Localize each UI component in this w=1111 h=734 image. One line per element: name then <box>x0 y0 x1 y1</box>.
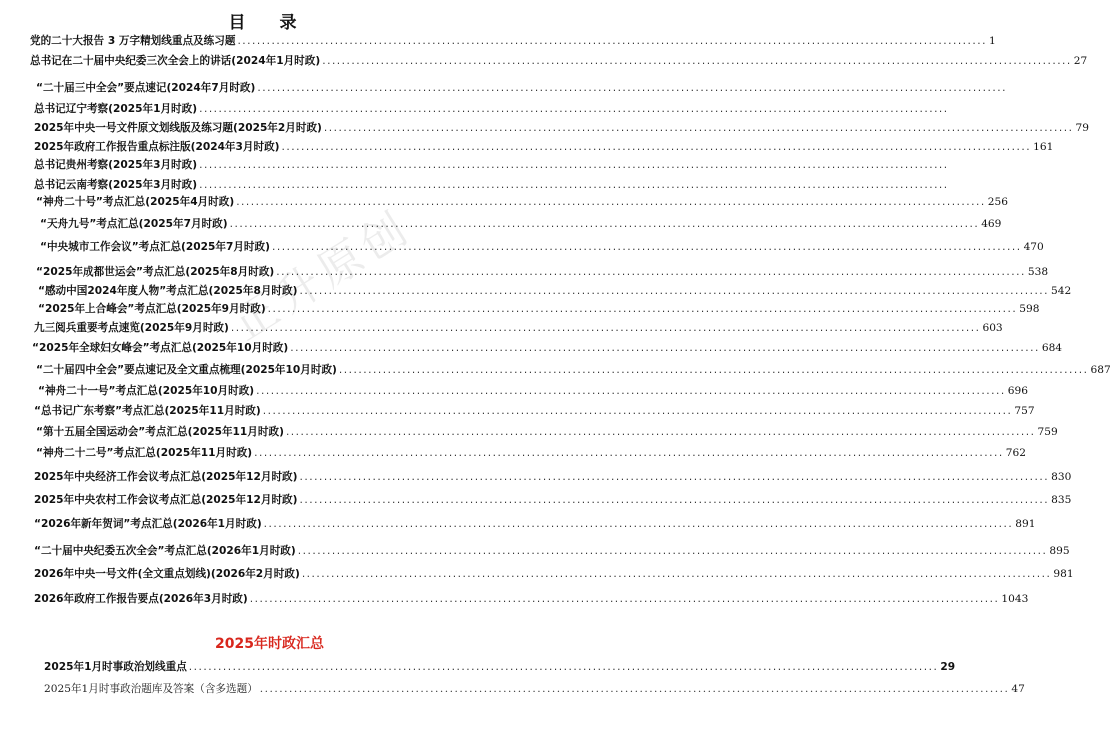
toc-entry-title: 总书记在二十届中央纪委三次全会上的讲话(2024年1月时政) <box>30 55 321 67</box>
toc-entry-title: 总书记云南考察(2025年3月时政) <box>34 179 198 191</box>
toc-entry-page: 762 <box>1005 447 1026 459</box>
dot-leader: .......................................................................................................................................................... <box>229 218 980 230</box>
toc-entry-title: 2025年中央农村工作会议考点汇总(2025年12月时政) <box>34 494 298 506</box>
toc-entry-title: “2025年上合峰会”考点汇总(2025年9月时政) <box>38 303 266 315</box>
toc-entry-page: 835 <box>1051 494 1072 506</box>
toc-entry[interactable] <box>38 283 1072 298</box>
toc-entry-page: 161 <box>1033 141 1054 153</box>
toc-entry[interactable] <box>34 492 1072 507</box>
dot-leader: .......................................................................................................................................................... <box>256 385 1006 397</box>
toc-entry[interactable] <box>34 177 949 192</box>
toc-entry-page: 256 <box>987 196 1009 208</box>
toc-entry-page: 1043 <box>1001 593 1029 605</box>
toc-entry-page: 687 <box>1090 364 1111 376</box>
toc-entry-title: “感动中国2024年度人物”考点汇总(2025年8月时政) <box>38 285 298 297</box>
toc-entry-page: 469 <box>981 218 1002 230</box>
toc-entry-title: “第十五届全国运动会”考点汇总(2025年11月时政) <box>36 426 284 438</box>
toc-entry-title: “神舟二十二号”考点汇总(2025年11月时政) <box>36 447 253 459</box>
toc-entry-title: “二十届四中全会”要点速记及全文重点梳理(2025年10月时政) <box>36 364 337 376</box>
toc-entry-title: 2025年政府工作报告重点标注版(2024年3月时政) <box>34 141 280 153</box>
watermark: 正升原创 <box>224 201 421 351</box>
toc-entry-title: “神舟二十一号”考点汇总(2025年10月时政) <box>38 385 255 397</box>
section-heading: 2025年时政汇总 <box>215 636 324 652</box>
toc-entry-title: 2025年1月时事政治划线重点 <box>44 661 187 673</box>
toc-entry[interactable] <box>36 424 1058 439</box>
toc-entry-page: 598 <box>1019 303 1040 315</box>
dot-leader: .......................................................................................................................................................... <box>199 159 949 171</box>
toc-entry-title: 总书记贵州考察(2025年3月时政) <box>34 159 198 171</box>
toc-entry[interactable] <box>34 157 949 172</box>
dot-leader: .......................................................................................................................................................... <box>299 494 1050 506</box>
toc-entry[interactable] <box>34 101 949 116</box>
toc-entry-page: 981 <box>1053 568 1074 580</box>
toc-entry[interactable] <box>34 139 1054 154</box>
toc-entry-title: “2025年全球妇女峰会”考点汇总(2025年10月时政) <box>32 342 289 354</box>
toc-entry-title: “2026年新年贺词”考点汇总(2026年1月时政) <box>34 518 262 530</box>
toc-entry[interactable] <box>40 239 1044 254</box>
page-title: 目 录 <box>228 13 311 33</box>
toc-entry-title: 2025年中央经济工作会议考点汇总(2025年12月时政) <box>34 471 298 483</box>
toc-entry-page: 895 <box>1049 545 1070 557</box>
dot-leader: .......................................................................................................................................................... <box>285 426 1036 438</box>
toc-entry-title: “神舟二十号”考点汇总(2025年4月时政) <box>36 196 235 208</box>
toc-entry-page: 27 <box>1073 55 1088 67</box>
toc-entry-title: 党的二十大报告 3 万字精划线重点及练习题 <box>30 35 236 47</box>
dot-leader: .......................................................................................................................................................... <box>259 683 1010 695</box>
toc-entry-page: 542 <box>1051 285 1072 297</box>
toc-entry[interactable] <box>40 216 1002 231</box>
toc-entry[interactable] <box>34 543 1070 558</box>
toc-entry-title: 2026年中央一号文件(全文重点划线)(2026年2月时政) <box>34 568 300 580</box>
toc-entry[interactable] <box>34 320 1003 335</box>
toc-entry-title: 九三阅兵重要考点速览(2025年9月时政) <box>34 322 229 334</box>
dot-leader: .......................................................................................................................................................... <box>322 55 1072 67</box>
toc-entry-page: 47 <box>1011 683 1025 695</box>
toc-entry[interactable] <box>34 120 1089 135</box>
toc-entry[interactable] <box>36 264 1049 279</box>
toc-entry[interactable] <box>34 469 1072 484</box>
toc-entry[interactable] <box>44 659 956 674</box>
toc-entry-title: “天舟九号”考点汇总(2025年7月时政) <box>40 218 228 230</box>
dot-leader: .......................................................................................................................................................... <box>254 447 1004 459</box>
toc-entry-title: “中央城市工作会议”考点汇总(2025年7月时政) <box>40 241 270 253</box>
dot-leader: .......................................................................................................................................................... <box>281 141 1032 153</box>
dot-leader: .......................................................................................................................................................... <box>301 568 1052 580</box>
dot-leader: .......................................................................................................................................................... <box>188 661 939 673</box>
toc-entry-page: 757 <box>1014 405 1035 417</box>
toc-entry-page: 759 <box>1037 426 1058 438</box>
toc-entry[interactable] <box>34 516 1036 531</box>
toc-entry-page: 684 <box>1041 342 1063 354</box>
dot-leader: .......................................................................................................................................................... <box>297 545 1048 557</box>
toc-entry-title: 2026年政府工作报告要点(2026年3月时政) <box>34 593 248 605</box>
dot-leader: .......................................................................................................................................................... <box>323 122 1074 134</box>
dot-leader: .......................................................................................................................................................... <box>199 103 949 115</box>
toc-entry[interactable] <box>38 383 1028 398</box>
toc-entry-page: 79 <box>1075 122 1089 134</box>
toc-entry-page: 470 <box>1023 241 1044 253</box>
dot-leader: .......................................................................................................................................................... <box>199 179 949 191</box>
toc-entry-title: “二十届三中全会”要点速记(2024年7月时政) <box>36 82 256 94</box>
toc-entry-title: “2025年成都世运会”考点汇总(2025年8月时政) <box>36 266 275 278</box>
dot-leader: .......................................................................................................................................................... <box>290 342 1040 354</box>
toc-entry[interactable] <box>34 591 1029 606</box>
toc-entry-page: 830 <box>1051 471 1072 483</box>
toc-entry[interactable] <box>30 33 996 48</box>
toc-entry-page: 29 <box>940 661 956 673</box>
toc-entry-title: 2025年1月时事政治题库及答案（含多选题） <box>44 683 258 695</box>
dot-leader: .......................................................................................................................................................... <box>237 35 988 47</box>
dot-leader: .......................................................................................................................................................... <box>236 196 986 208</box>
toc-entry[interactable] <box>34 566 1074 581</box>
toc-entry-title: “二十届中央纪委五次全会”考点汇总(2026年1月时政) <box>34 545 296 557</box>
toc-entry[interactable] <box>30 53 1088 68</box>
toc-entry-title: 总书记辽宁考察(2025年1月时政) <box>34 103 198 115</box>
dot-leader: .......................................................................................................................................................... <box>263 518 1014 530</box>
dot-leader: .......................................................................................................................................................... <box>276 266 1026 278</box>
toc-entry-title: “总书记广东考察”考点汇总(2025年11月时政) <box>34 405 261 417</box>
toc-entry[interactable] <box>34 403 1035 418</box>
dot-leader: .......................................................................................................................................................... <box>262 405 1013 417</box>
toc-entry-title: 2025年中央一号文件原文划线版及练习题(2025年2月时政) <box>34 122 322 134</box>
dot-leader: .......................................................................................................................................................... <box>249 593 1000 605</box>
toc-entry[interactable] <box>36 194 1009 209</box>
toc-entry-page: 696 <box>1007 385 1028 397</box>
toc-entry-page: 603 <box>982 322 1003 334</box>
toc-entry-page: 1 <box>989 35 996 47</box>
toc-entry[interactable] <box>36 362 1111 377</box>
toc-entry[interactable] <box>44 681 1025 696</box>
toc-entry-page: 538 <box>1027 266 1049 278</box>
dot-leader: .......................................................................................................................................................... <box>230 322 981 334</box>
dot-leader: .......................................................................................................................................................... <box>299 471 1050 483</box>
dot-leader: .......................................................................................................................................................... <box>267 303 1018 315</box>
toc-entry[interactable] <box>36 80 1007 95</box>
dot-leader: .......................................................................................................................................................... <box>257 82 1007 94</box>
dot-leader: .......................................................................................................................................................... <box>338 364 1089 376</box>
toc-entry[interactable] <box>32 340 1063 355</box>
toc-entry[interactable] <box>38 301 1040 316</box>
toc-entry-page: 891 <box>1015 518 1036 530</box>
toc-entry[interactable] <box>36 445 1026 460</box>
dot-leader: .......................................................................................................................................................... <box>299 285 1050 297</box>
dot-leader: .......................................................................................................................................................... <box>271 241 1022 253</box>
